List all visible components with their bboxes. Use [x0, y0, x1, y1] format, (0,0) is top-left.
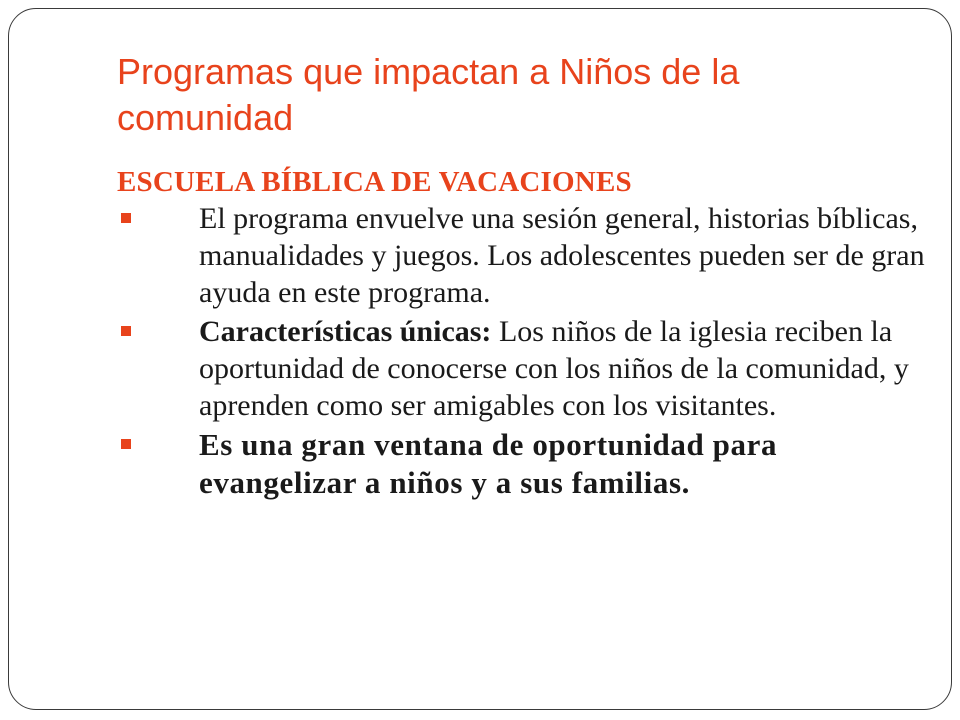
- bullet-text: Los niños de la iglesia reciben la oportunidad de conocerse con los niños de la comunidad, y aprenden como ser amigables con los visitantes.: [199, 315, 909, 422]
- section-heading: ESCUELA BÍBLICA DE VACACIONES: [117, 166, 632, 198]
- slide-frame: [8, 8, 952, 710]
- bullet-list: [117, 200, 937, 504]
- square-bullet-icon: [121, 439, 131, 449]
- bullet-lead: Características únicas:: [199, 315, 492, 348]
- slide-title: Programas que impactan a Niños de la comunidad: [117, 51, 740, 138]
- bullet-text: Es una gran ventana de oportunidad para evangelizar a niños y a sus familias.: [199, 427, 778, 500]
- bullet-text: El programa envuelve una sesión general, historias bíblicas, manualidades y juegos. Los adolescentes pueden ser de gran ayuda en este programa.: [199, 202, 925, 309]
- square-bullet-icon: [121, 213, 131, 223]
- list-item: [117, 313, 937, 424]
- square-bullet-icon: [121, 326, 131, 336]
- list-item: [117, 426, 937, 502]
- list-item: [117, 200, 937, 311]
